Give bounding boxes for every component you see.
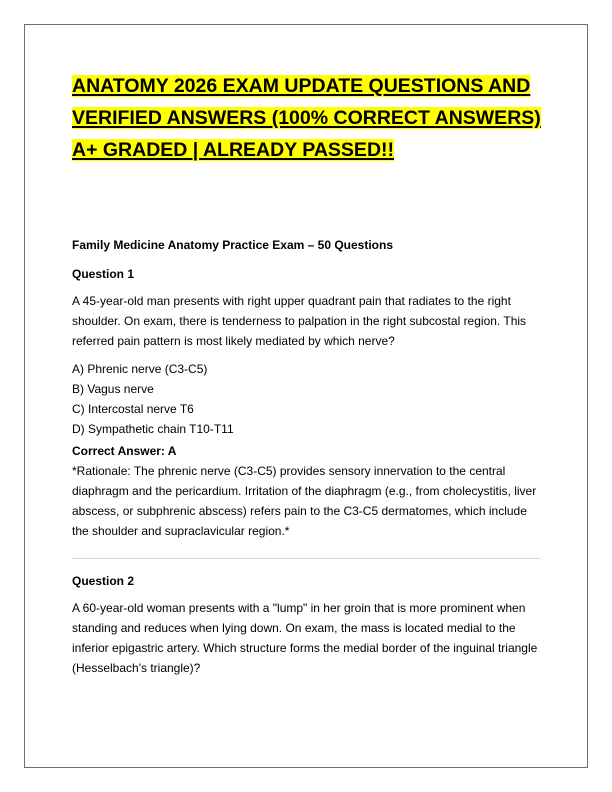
question-1-rationale: *Rationale: The phrenic nerve (C3-C5) provides sensory innervation to the central diaphragm and the pericardium. Irritation of the diaphragm (e.g., from cholecystitis, liver abscess, or subphrenic abscess) refers pain to the C3-C5 dermatomes, which include the shoulder and supraclavicular region.* [72, 464, 537, 538]
question-2-text: A 60-year-old woman presents with a "lump" in her groin that is more prominent when standing and reduces when lying down. On exam, the mass is located medial to the inferior epigastric artery. Which structure forms the medial border of the inguinal triangle (Hesselbach's triangle)? [72, 601, 538, 675]
question-1-option-a: A) Phrenic nerve (C3-C5) [72, 362, 208, 376]
question-1-heading: Question 1 [72, 267, 135, 281]
document-title-text: ANATOMY 2026 EXAM UPDATE QUESTIONS AND VERIFIED ANSWERS (100% CORRECT ANSWERS) A+ GRADED | ALREADY PASSED!! [72, 75, 541, 161]
question-1-options [72, 359, 542, 439]
question-1-option-c: C) Intercostal nerve T6 [72, 402, 194, 416]
section-divider [72, 558, 540, 559]
exam-subtitle: Family Medicine Anatomy Practice Exam – 50 Questions [72, 238, 394, 252]
question-1-option-d: D) Sympathetic chain T10-T11 [72, 422, 234, 436]
question-1-option-b: B) Vagus nerve [72, 382, 154, 396]
question-1-text: A 45-year-old man presents with right upper quadrant pain that radiates to the right shoulder. On exam, there is tenderness to palpation in the right subcostal region. This referred pain pattern is most likely mediated by which nerve? [72, 294, 527, 348]
question-2-heading: Question 2 [72, 574, 135, 588]
document-title [72, 70, 542, 166]
question-1-correct-answer: Correct Answer: A [72, 444, 177, 458]
document-content [72, 70, 542, 678]
